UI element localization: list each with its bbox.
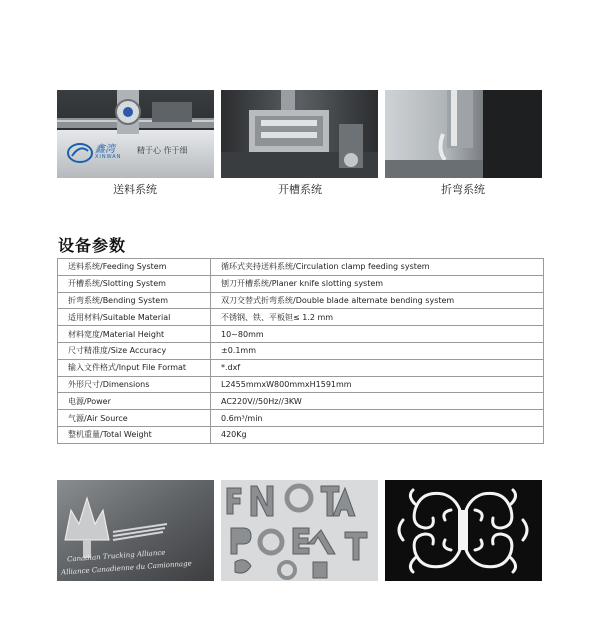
slotting-system-photo — [221, 90, 378, 178]
spec-label: 气源/Air Source — [58, 410, 211, 427]
ornament-pattern-photo — [385, 480, 542, 581]
sign-text-line2: Alliance Canadienne du Camionnage — [60, 559, 192, 577]
feeding-system-photo — [57, 90, 214, 178]
spec-label: 电源/Power — [58, 393, 211, 410]
spec-label: 折弯系统/Bending System — [58, 292, 211, 309]
metal-letters-photo — [221, 480, 378, 581]
table-row — [58, 376, 544, 393]
table-row — [58, 292, 544, 309]
spec-value: L2455mmxW800mmxH1591mm — [211, 376, 544, 393]
spec-label: 整机重量/Total Weight — [58, 426, 211, 443]
slotting-system-caption: 开槽系统 — [278, 183, 322, 196]
table-row — [58, 309, 544, 326]
table-row — [58, 326, 544, 343]
brand-slogan: 精于心 作于细 — [137, 146, 188, 155]
spec-value: ±0.1mm — [211, 342, 544, 359]
section-title: 设备参数 — [58, 236, 127, 255]
table-row — [58, 359, 544, 376]
table-row — [58, 410, 544, 427]
brand-name-en: XINWAN — [95, 154, 122, 160]
spec-label: 开槽系统/Slotting System — [58, 275, 211, 292]
specs-table — [57, 258, 544, 444]
spec-label: 适用材料/Suitable Material — [58, 309, 211, 326]
table-row — [58, 342, 544, 359]
feeding-system-caption: 送料系统 — [113, 183, 157, 196]
spec-value: 不锈钢、铁、平板钽≤ 1.2 mm — [211, 309, 544, 326]
sign-text-line1: Canadian Trucking Alliance — [66, 548, 166, 564]
table-row — [58, 393, 544, 410]
bending-system-caption: 折弯系统 — [441, 183, 485, 196]
spec-value: 0.6m³/min — [211, 410, 544, 427]
spec-label: 外形尺寸/Dimensions — [58, 376, 211, 393]
spec-value: *.dxf — [211, 359, 544, 376]
spec-value: 循环式夹持送料系统/Circulation clamp feeding system — [211, 259, 544, 276]
spec-value: AC220V//50Hz//3KW — [211, 393, 544, 410]
table-row — [58, 426, 544, 443]
brand-logo-icon — [67, 142, 93, 164]
bending-system-photo — [385, 90, 542, 178]
spec-label: 材料宽度/Material Height — [58, 326, 211, 343]
spec-value: 420Kg — [211, 426, 544, 443]
spec-label: 输入文件格式/Input File Format — [58, 359, 211, 376]
spec-value: 刨刀开槽系统/Planer knife slotting system — [211, 275, 544, 292]
spec-label: 尺寸精准度/Size Accuracy — [58, 342, 211, 359]
brand-name-cn: 鑫湾 — [95, 144, 115, 155]
spec-value: 双刀交替式折弯系统/Double blade alternate bending system — [211, 292, 544, 309]
table-row — [58, 259, 544, 276]
spec-value: 10~80mm — [211, 326, 544, 343]
spec-label: 送料系统/Feeding System — [58, 259, 211, 276]
sign-sample-photo — [57, 480, 214, 581]
table-row — [58, 275, 544, 292]
